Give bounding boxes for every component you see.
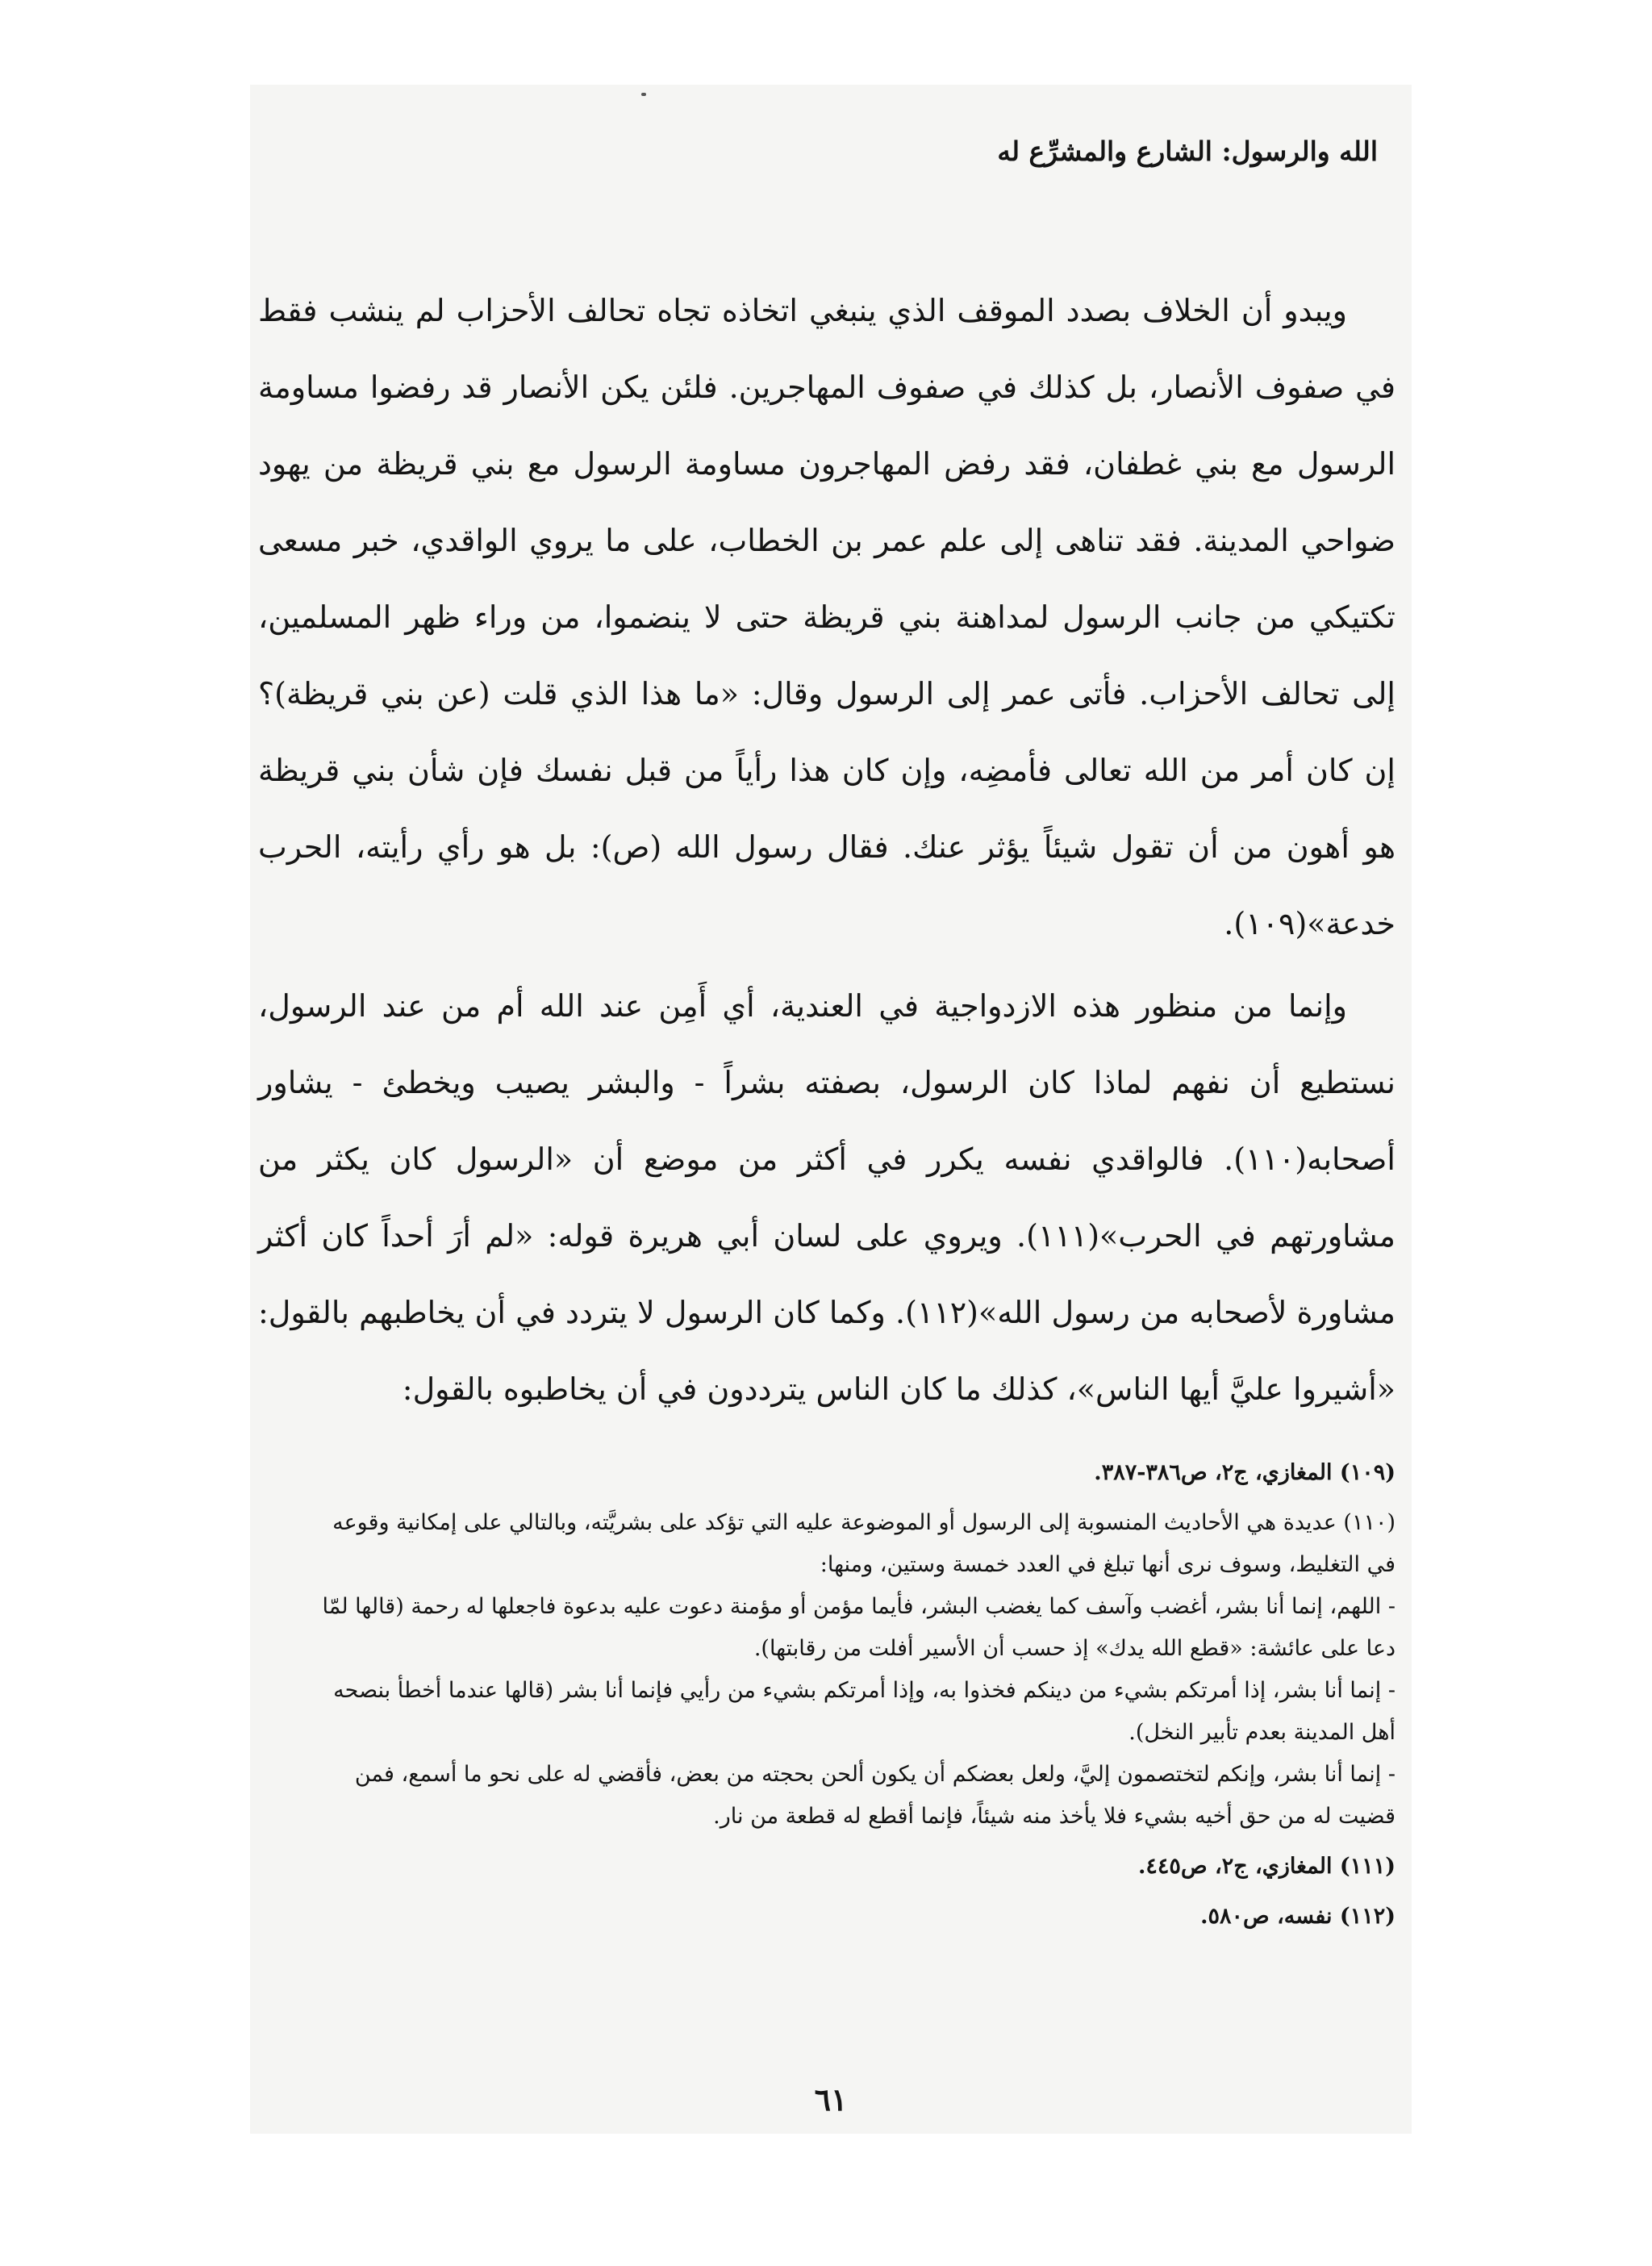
footnote-109: (١٠٩) المغازي، ج٢، ص٣٨٦-٣٨٧. xyxy=(1094,1460,1395,1485)
footnote-110-line: دعا على عائشة: «قطع الله يدك» إذ حسب أن الأسير أفلت من رقابتها). xyxy=(753,1636,1395,1661)
footnote-110-line: أهل المدينة بعدم تأبير النخل). xyxy=(1128,1720,1395,1745)
footnote-110-line: - إنما أنا بشر، إذا أمرتكم بشيء من دينكم فخذوا به، وإذا أمرتكم بشيء من رأيي فإنما أنا بشر (قالها عندما أخطأ بنصحه xyxy=(333,1678,1395,1703)
paragraph-text: وإنما من منظور هذه الازدواجية في العندية، أي أَمِن عند الله أم من عند الرسول، نستطيع أن نفهم لماذا كان الرسول، بصفته بشراً - والبشر يصيب ويخطئ - يشاور أصحابه(١١٠). فالواقدي نفسه يكرر في أكثر من موضع أن «الرسول كان يكثر من مشاورتهم في الحرب»(١١١). ويروي على لسان أبي هريرة قوله: «لم أرَ أحداً كان أكثر مشاورة لأصحابه من رسول الله»(١١٢). وكما كان الرسول لا يتردد في أن يخاطبهم بالقول: «أشيروا عليَّ أيها الناس»، كذلك ما كان الناس يترددون في أن يخاطبوه بالقول: xyxy=(258,988,1396,1407)
body-paragraph-2 xyxy=(258,968,1395,1428)
body-paragraph-1 xyxy=(258,273,1395,962)
footnote-110-line: في التغليط، وسوف نرى أنها تبلغ في العدد خمسة وستين، ومنها: xyxy=(820,1552,1395,1577)
footnote-111: (١١١) المغازي، ج٢، ص٤٤٥. xyxy=(1138,1854,1395,1879)
footnote-110-line: - اللهم، إنما أنا بشر، أغضب وآسف كما يغضب البشر، فأيما مؤمن أو مؤمنة دعوت عليه بدعوة فاجعلها له رحمة (قالها لمّا xyxy=(322,1594,1395,1619)
footnote-112: (١١٢) نفسه، ص٥٨٠. xyxy=(1200,1904,1395,1929)
scan-dot xyxy=(641,93,646,96)
footnote-110-line: (١١٠) عديدة هي الأحاديث المنسوبة إلى الرسول أو الموضوعة عليه التي تؤكد على بشريَّته، وبالتالي على إمكانية وقوعه xyxy=(332,1510,1395,1535)
footnote-110-line: - إنما أنا بشر، وإنكم لتختصمون إليَّ، ولعل بعضكم أن يكون ألحن بحجته من بعض، فأقضي له على نحو ما أسمع، فمن xyxy=(354,1762,1395,1787)
footnotes-section xyxy=(258,1452,1395,1938)
paragraph-text: ويبدو أن الخلاف بصدد الموقف الذي ينبغي اتخاذه تجاه تحالف الأحزاب لم ينشب فقط في صفوف الأنصار، بل كذلك في صفوف المهاجرين. فلئن يكن الأنصار قد رفضوا مساومة الرسول مع بني غطفان، فقد رفض المهاجرون مساومة الرسول مع بني قريظة من يهود ضواحي المدينة. فقد تناهى إلى علم عمر بن الخطاب، على ما يروي الواقدي، خبر مسعى تكتيكي من جانب الرسول لمداهنة بني قريظة حتى لا ينضموا، من وراء ظهر المسلمين، إلى تحالف الأحزاب. فأتى عمر إلى الرسول وقال: «ما هذا الذي قلت (عن بني قريظة)؟ إن كان أمر من الله تعالى فأمضِه، وإن كان هذا رأياً من قبل نفسك فإن شأن بني قريظة هو أهون من أن تقول شيئاً يؤثر عنك. فقال رسول الله (ص): بل هو رأي رأيته، الحرب خدعة»(١٠٩). xyxy=(258,293,1395,941)
page-number: ٦١ xyxy=(814,2081,848,2118)
footnote-110-line: قضيت له من حق أخيه بشيء فلا يأخذ منه شيئاً، فإنما أقطع له قطعة من نار. xyxy=(713,1804,1395,1829)
running-header: الله والرسول: الشارع والمشرِّع له xyxy=(997,136,1378,167)
